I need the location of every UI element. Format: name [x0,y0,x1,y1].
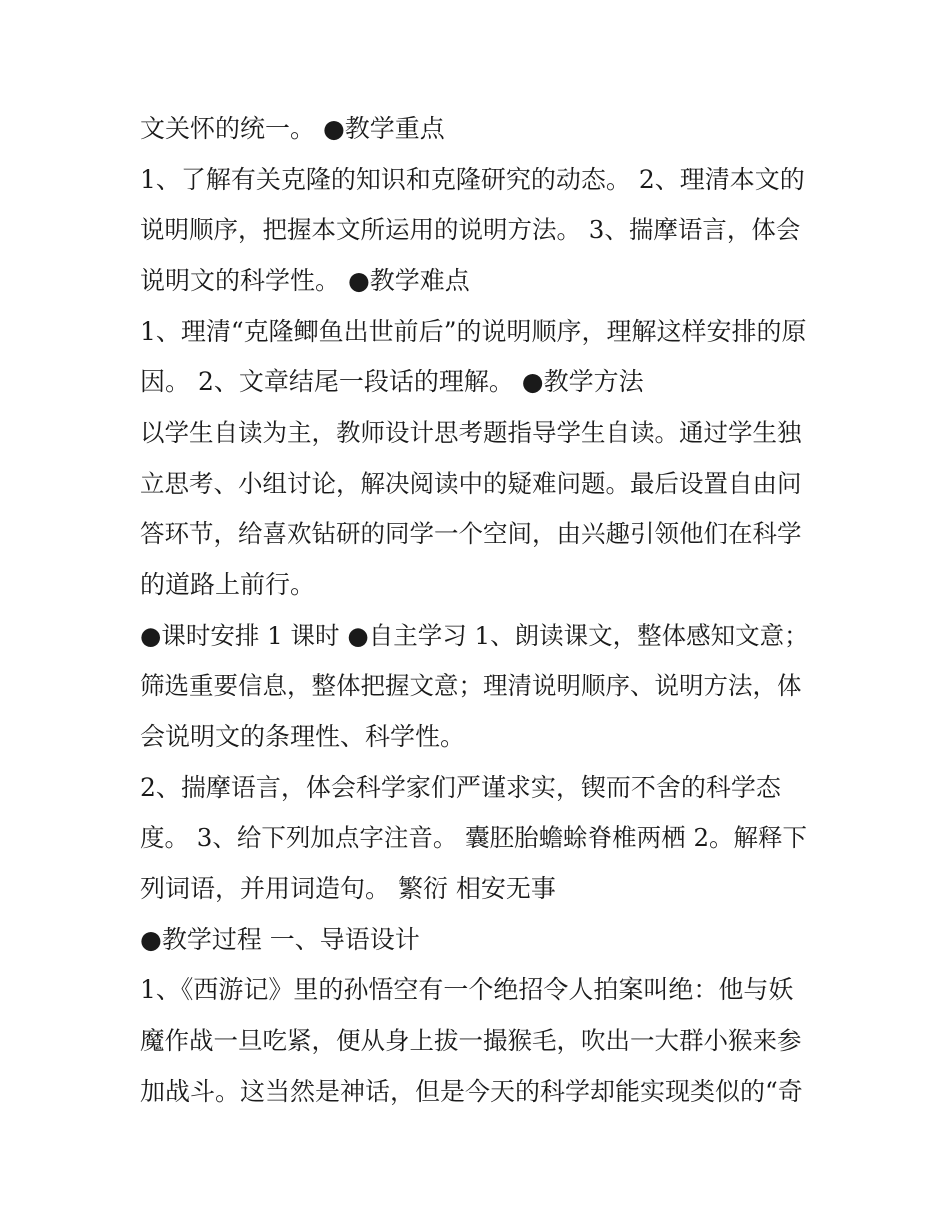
text-line: 文关怀的统一。 ●教学重点 [140,114,445,143]
text-line: ●课时安排 1 课时 ●自主学习 1、朗读课文，整体感知文意； [140,621,809,650]
text-line: 1、了解有关克隆的知识和克隆研究的动态。 2、理清本文的 [140,165,805,194]
text-line: 2、揣摩语言，体会科学家们严谨求实，锲而不舍的科学态 [140,773,781,802]
text-line: 的道路上前行。 [140,570,316,599]
text-line: 因。 2、文章结尾一段话的理解。 ●教学方法 [140,367,644,396]
text-line: 度。 3、给下列加点字注音。 囊胚胎蟾蜍脊椎两栖 2。解释下 [140,823,808,852]
text-line: 说明文的科学性。 ●教学难点 [140,266,470,295]
text-line: 魔作战一旦吃紧，便从身上拔一撮猴毛，吹出一大群小猴来参 [140,1026,802,1055]
text-line: 以学生自读为主，教师设计思考题指导学生自读。通过学生独 [140,418,802,447]
text-line: 1、理清“克隆鲫鱼出世前后”的说明顺序，理解这样安排的原 [140,317,807,346]
text-line: ●教学过程 一、导语设计 [140,925,420,954]
text-line: 筛选重要信息，整体把握文意；理清说明顺序、说明方法，体 [140,671,802,700]
text-line: 立思考、小组讨论，解决阅读中的疑难问题。最后设置自由问 [140,469,802,498]
text-line: 会说明文的条理性、科学性。 [140,722,466,751]
text-line: 1、《西游记》里的孙悟空有一个绝招令人拍案叫绝：他与妖 [140,975,794,1004]
text-line: 加战斗。这当然是神话，但是今天的科学却能实现类似的“奇 [140,1077,803,1106]
text-line: 列词语，并用词造句。 繁衍 相安无事 [140,874,556,903]
text-line: 答环节，给喜欢钻研的同学一个空间，由兴趣引领他们在科学 [140,519,802,548]
text-line: 说明顺序，把握本文所运用的说明方法。 3、揣摩语言，体会 [140,215,801,244]
